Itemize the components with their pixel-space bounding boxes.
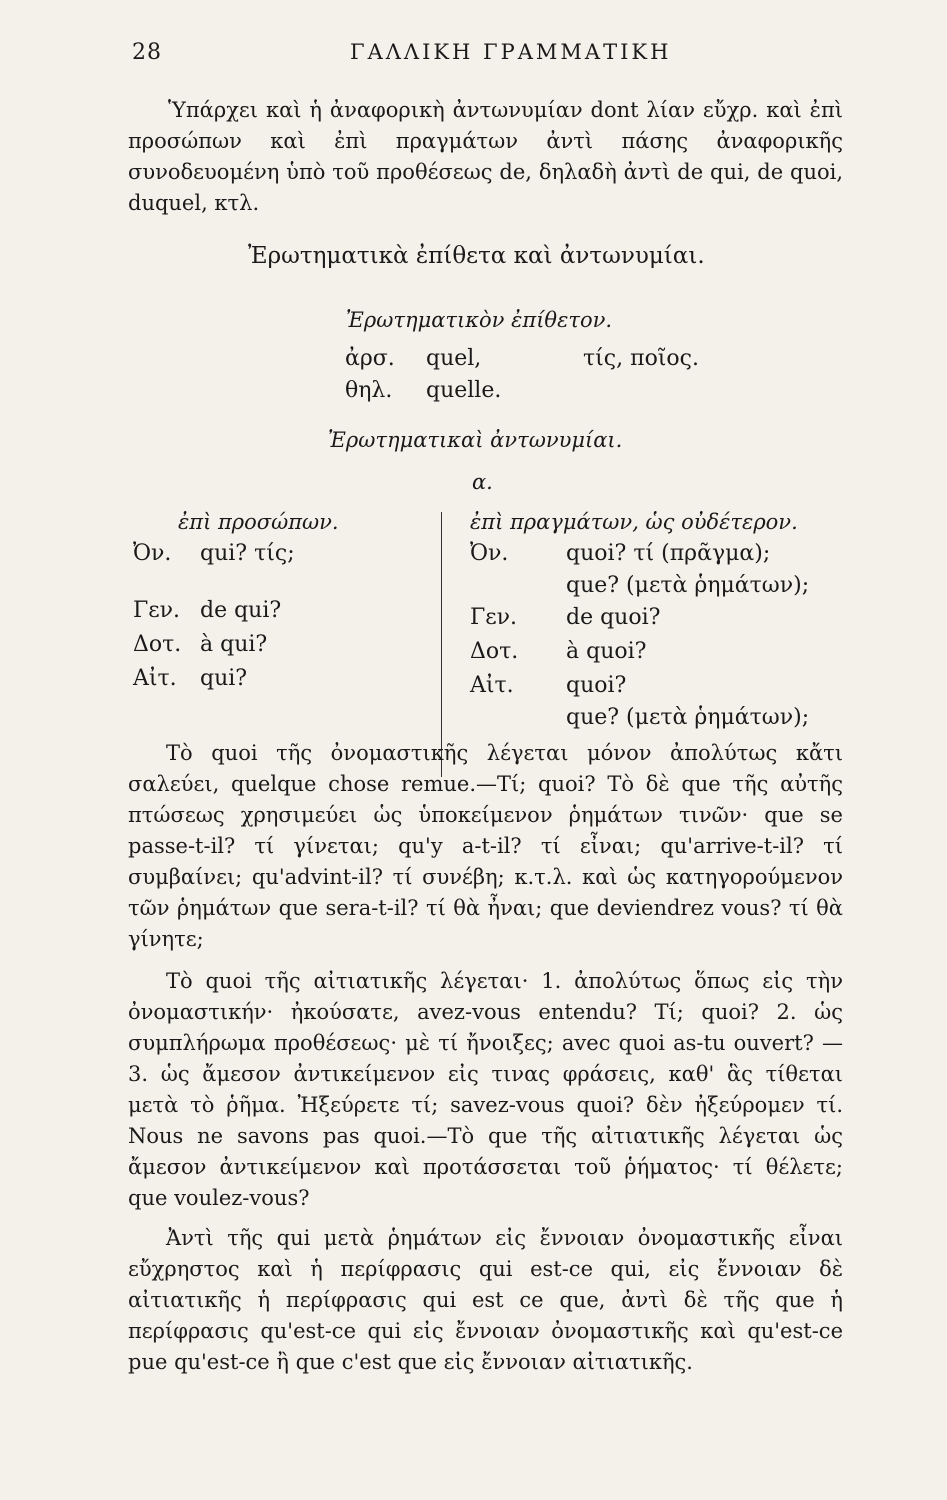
persons-case-label: Αἰτ. <box>133 666 177 691</box>
things-column-heading: ἐπὶ πραγμάτων, ὡς οὐδέτερον. <box>470 510 798 534</box>
things-case-label: Ὀν. <box>470 541 509 566</box>
subheading-pronouns: Ἐρωτηματικαὶ ἀντωνυμίαι. <box>328 428 623 452</box>
paragraph-quoi-accusative: Τὸ quoi τῆς αἰτιατικῆς λέγεται· 1. ἀπολύτως ὅπως εἰς τὴν ὀνομαστικήν· ἠκούσατε, avez-vous entendu? Τί; quoi? 2. ὡς συμπλήρωμα προθέσεως· μὲ τί ἤνοιξες; avec quoi as-tu ouvert? — 3. ὡς ἄμεσον ἀντικείμενον εἰς τινας φράσεις, καθ' ἃς τίθεται μετὰ τὸ ῥῆμα. Ἠξεύρετε τί; savez-vous quoi? δὲν ἠξεύρομεν τί. Nous ne savons pas quoi.—Τὸ que τῆς αἰτιατικῆς λέγεται ὡς ἄμεσον ἀντικείμενον καὶ προτάσσεται τοῦ ῥήματος· τί θέλετε; que voulez-vous? <box>128 969 843 1210</box>
persons-form: de qui? <box>200 598 282 623</box>
persons-column-heading: ἐπὶ προσώπων. <box>178 510 339 534</box>
adj-masc-label: ἀρσ. <box>345 346 395 371</box>
things-form: que? (μετὰ ῥημάτων); <box>566 705 810 730</box>
subheading-marker: α. <box>472 470 493 494</box>
things-form: que? (μετὰ ῥημάτων); <box>566 573 810 598</box>
persons-case-label: Δοτ. <box>133 632 182 657</box>
things-form: à quoi? <box>566 639 647 664</box>
adj-masc-french: quel, <box>426 346 482 371</box>
things-form: quoi? <box>566 673 627 698</box>
persons-form: à qui? <box>200 632 268 657</box>
adj-masc-greek: τίς, ποῖος. <box>583 346 699 371</box>
adj-fem-french: quelle. <box>426 378 502 403</box>
section-heading: Ἐρωτηματικὰ ἐπίθετα καὶ ἀντωνυμίαι. <box>248 243 705 269</box>
paragraph-periphrasis: Ἀντὶ τῆς qui μετὰ ῥημάτων εἰς ἔννοιαν ὀνομαστικῆς εἶναι εὔχρηστος καὶ ἡ περίφρασις qui est-ce qui, εἰς ἔννοιαν δὲ αἰτιατικῆς ἡ περίφρασις qui est ce que, ἀντὶ δὲ τῆς que ἡ περίφρασις qu'est-ce qui εἰς ἔννοιαν ὀνομαστικῆς καὶ qu'est-ce pue qu'est-ce ἢ que c'est que εἰς ἔννοιαν αἰτιατικῆς. <box>128 1226 843 1374</box>
paragraph-quoi-nominative: Τὸ quoi τῆς ὀνομαστικῆς λέγεται μόνον ἀπολύτως κἄτι σαλεύει, quelque chose remue.—Τί; quoi? Τὸ δὲ que τῆς αὐτῆς πτώσεως χρησιμεύει ὡς ὑποκείμενον ῥημάτων τινῶν· que se passe-t-il? τί γίνεται; qu'y a-t-il? τί εἶναι; qu'arrive-t-il? τί συμβαίνει; qu'advint-il? τί συνέβη; κ.τ.λ. καὶ ὡς κατηγορούμενον τῶν ῥημάτων que sera-t-il? τί θὰ ἦναι; que deviendrez vous? τί θὰ γίνητε; <box>128 741 843 951</box>
things-form: quoi? τί (πρᾶγμα); <box>566 541 771 566</box>
things-case-label: Αἰτ. <box>470 673 514 698</box>
things-case-label: Γεν. <box>470 605 518 630</box>
page-number: 28 <box>132 40 162 65</box>
things-case-label: Δοτ. <box>470 639 519 664</box>
persons-case-label: Ὀν. <box>133 541 172 566</box>
running-title: ΓΑΛΛΙΚΗ ΓΡΑΜΜΑΤΙΚΗ <box>350 40 672 64</box>
persons-case-label: Γεν. <box>133 598 181 623</box>
things-form: de quoi? <box>566 605 661 630</box>
persons-form: qui? τίς; <box>200 541 295 566</box>
adj-fem-label: θηλ. <box>345 378 393 403</box>
subheading-adjective: Ἐρωτηματικὸν ἐπίθετον. <box>346 308 613 332</box>
persons-form: qui? <box>200 666 248 691</box>
paragraph-dont: Ὑπάρχει καὶ ἡ ἀναφορικὴ ἀντωνυμίαν dont λίαν εὔχρ. καὶ ἐπὶ προσώπων καὶ ἐπὶ πραγμάτων ἀντὶ πάσης ἀναφορικῆς συνοδευομένη ὑπὸ τοῦ προθέσεως de, δηλαδὴ ἀντὶ de qui, de quoi, duquel, κτλ. <box>128 98 843 215</box>
